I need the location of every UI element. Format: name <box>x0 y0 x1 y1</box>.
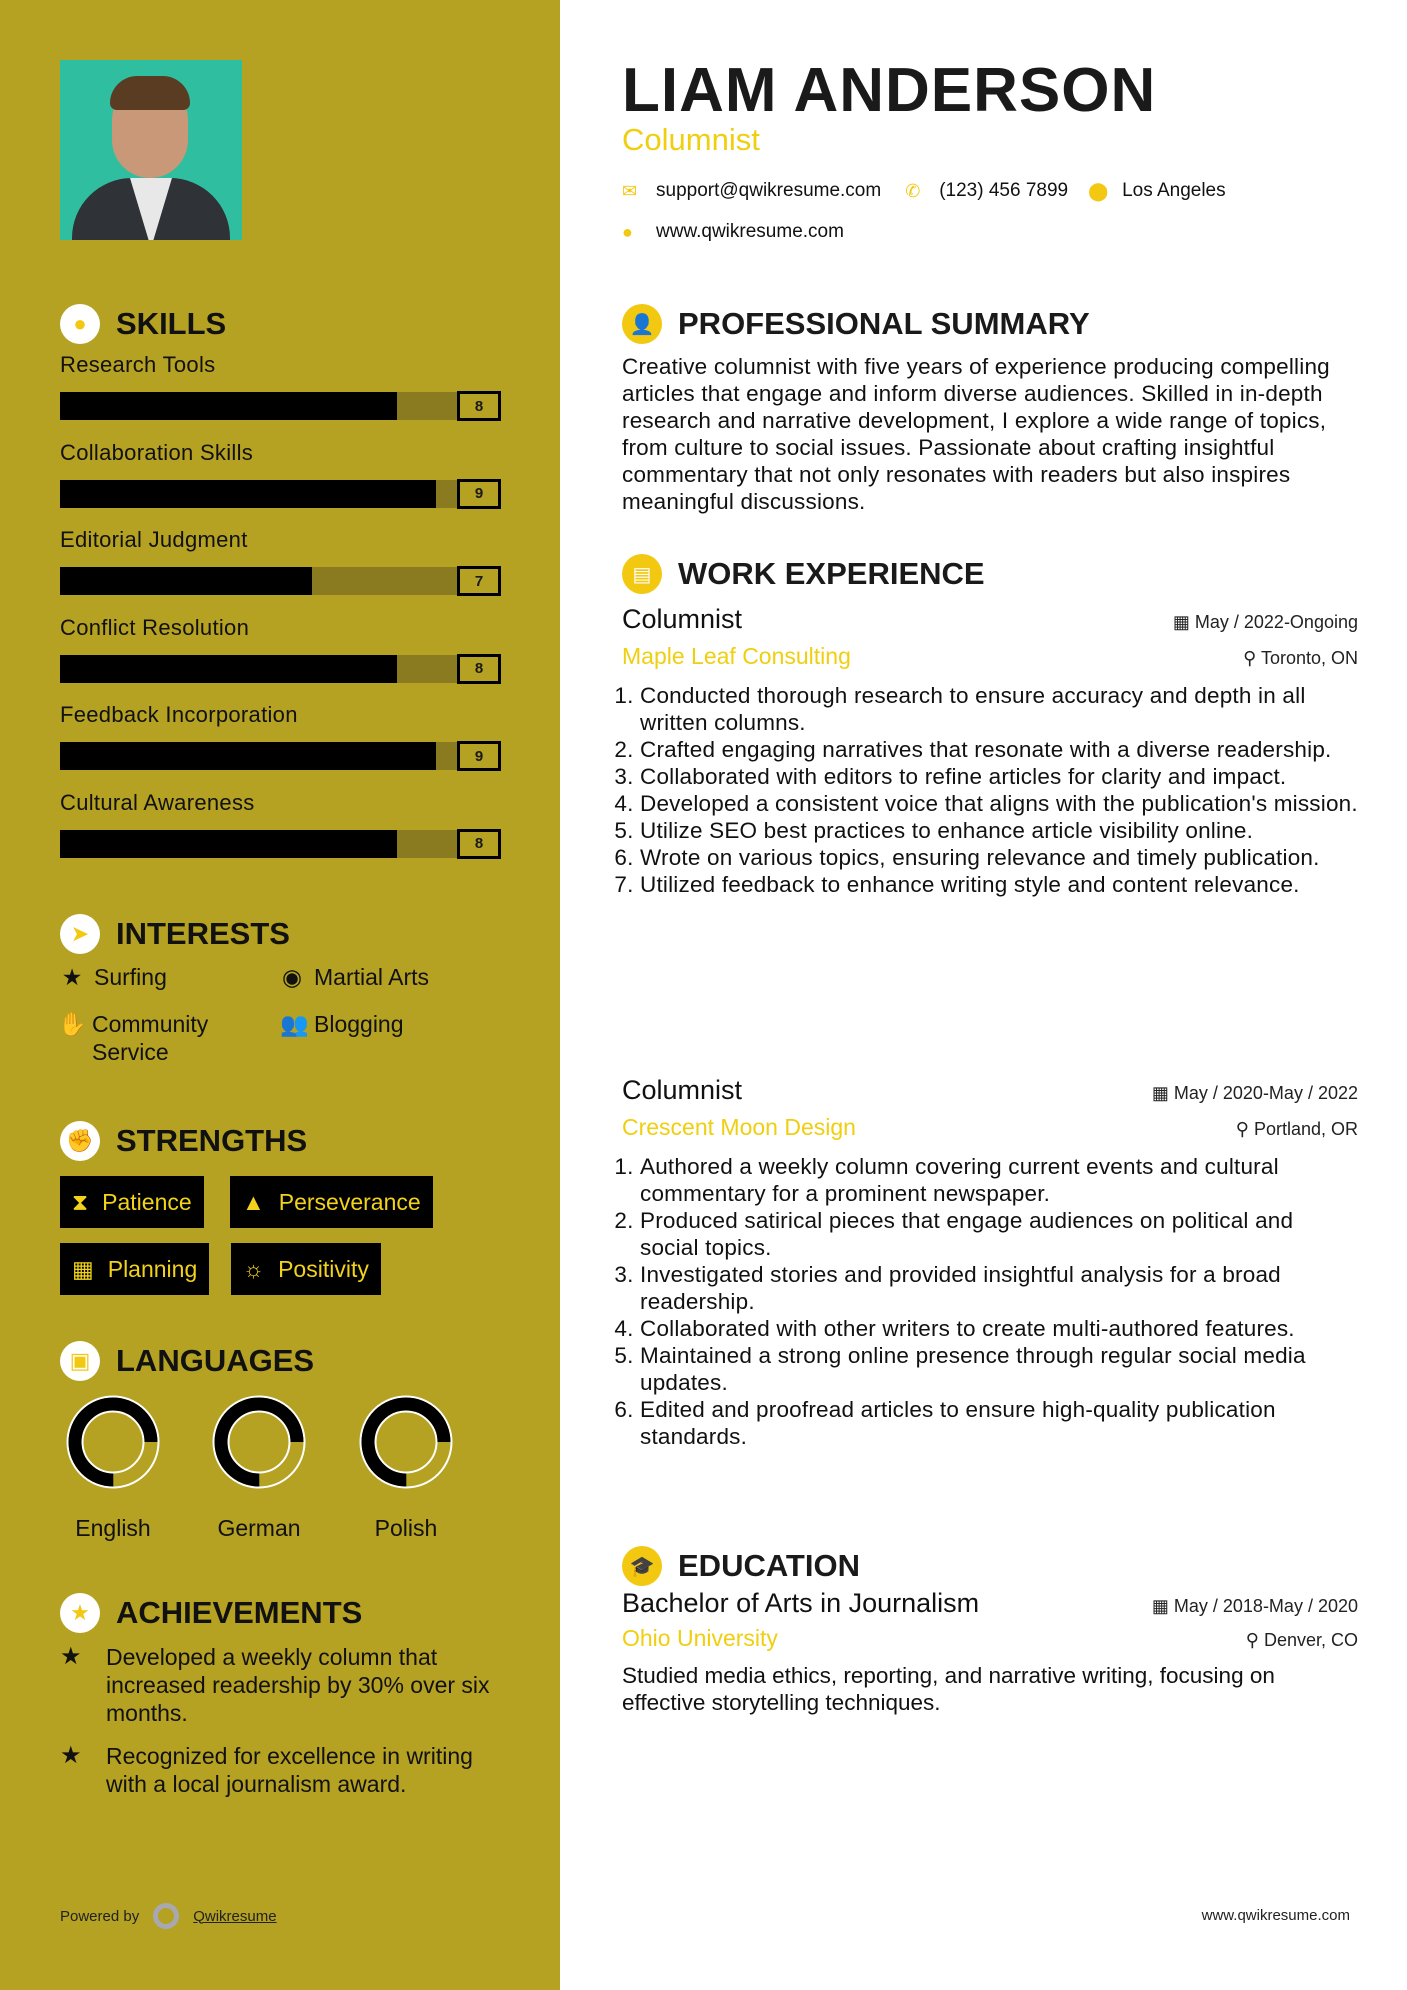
skill-label: Research Tools <box>60 352 216 377</box>
job-location: ⚲ Portland, OR <box>1235 1119 1358 1139</box>
language-donut <box>212 1395 306 1489</box>
language-donut <box>359 1395 453 1489</box>
interest-item: 👥 Blogging <box>280 1011 404 1037</box>
language-label: German <box>217 1515 301 1541</box>
user-icon: 👤 <box>622 304 662 344</box>
job-bullet: 2. Produced satirical pieces that engage audiences on political and social topics. <box>640 1207 1358 1261</box>
skill-item <box>60 352 501 420</box>
skill-score: 8 <box>457 829 501 859</box>
briefcase-icon: ▤ <box>622 554 662 594</box>
degree: Bachelor of Arts in Journalism <box>622 1588 980 1618</box>
calendar-icon: ▦ <box>72 1255 94 1282</box>
shooting-star-icon: ★ <box>60 1643 82 1670</box>
profile-photo <box>60 60 242 240</box>
qwikresume-logo-icon <box>153 1903 179 1929</box>
job-bullet: 2. Crafted engaging narratives that resonate with a diverse readership. <box>640 736 1358 763</box>
interests-heading: ➤ INTERESTS <box>60 914 290 954</box>
fist-icon: ✊ <box>60 1121 100 1161</box>
envelope-icon: ✉ <box>622 180 638 201</box>
hourglass-icon: ⧗ <box>72 1188 89 1215</box>
candidate-name: LIAM ANDERSON <box>622 56 1157 125</box>
skill-label: Editorial Judgment <box>60 527 248 552</box>
education-heading: 🎓 EDUCATION <box>622 1546 860 1586</box>
skill-item <box>60 615 501 683</box>
work-heading: ▤ WORK EXPERIENCE <box>622 554 985 594</box>
globe-icon: ◉ <box>281 964 303 990</box>
job-entry <box>622 604 1358 898</box>
company: Maple Leaf Consulting <box>622 643 851 669</box>
interest-item: ★ Surfing <box>61 964 167 990</box>
skill-bar <box>60 392 501 420</box>
job-bullets <box>622 682 1358 898</box>
phone: (123) 456 7899 <box>939 180 1069 201</box>
skill-item <box>60 527 501 595</box>
powered-by: Powered by Qwikresume <box>60 1903 277 1929</box>
job-bullet: 5. Maintained a strong online presence through regular social media updates. <box>640 1342 1358 1396</box>
job-bullet: 6. Wrote on various topics, ensuring relevance and timely publication. <box>640 844 1358 871</box>
education-entry <box>622 1588 1358 1716</box>
skill-score: 7 <box>457 566 501 596</box>
users-icon: 👥 <box>280 1011 309 1037</box>
education-location: ⚲ Denver, CO <box>1245 1630 1358 1650</box>
calendar-icon: ▦ <box>1151 1596 1174 1616</box>
skill-item <box>60 790 501 858</box>
skill-item <box>60 702 501 770</box>
map-pin-icon: ⬤ <box>1088 180 1109 201</box>
shooting-star-icon: ★ <box>60 1742 82 1769</box>
pin-icon: ⚲ <box>1245 1630 1264 1650</box>
strength-tag: ⧗ Patience <box>60 1176 204 1228</box>
summary-text: Creative columnist with five years of experience producing compelling articles that engage and inform diverse audiences. Skilled in in-depth research and narrative development, I explore a wide range of topics, from culture to social issues. Passionate about crafting insightful commentary that not only resonates with readers but also inspires meaningful discussions. <box>622 354 1330 514</box>
star-icon: ★ <box>61 964 83 990</box>
skill-bar <box>60 480 501 508</box>
qwikresume-link[interactable]: Qwikresume <box>193 1907 277 1925</box>
company: Crescent Moon Design <box>622 1114 856 1140</box>
footer-website[interactable]: www.qwikresume.com <box>1201 1907 1350 1924</box>
globe-icon: ● <box>622 221 633 242</box>
job-location: ⚲ Toronto, ON <box>1243 648 1358 668</box>
skill-item <box>60 440 501 508</box>
language-label: English <box>75 1515 151 1541</box>
job-bullet: 5. Utilize SEO best practices to enhance article visibility online. <box>640 817 1358 844</box>
school: Ohio University <box>622 1625 778 1651</box>
skill-bar <box>60 567 501 595</box>
skill-label: Feedback Incorporation <box>60 702 298 727</box>
job-bullet: 7. Utilized feedback to enhance writing style and content relevance. <box>640 871 1358 898</box>
job-bullet: 4. Collaborated with other writers to create multi-authored features. <box>640 1315 1358 1342</box>
skill-bar-fill <box>60 480 436 508</box>
job-date: ▦ May / 2020-May / 2022 <box>1151 1083 1358 1103</box>
languages-heading: ▣ LANGUAGES <box>60 1341 314 1381</box>
calendar-icon: ▦ <box>1172 612 1195 632</box>
skill-score: 8 <box>457 391 501 421</box>
skill-score: 9 <box>457 479 501 509</box>
job-bullet: 4. Developed a consistent voice that aligns with the publication's mission. <box>640 790 1358 817</box>
hand-icon: ✋ <box>58 1011 87 1037</box>
location: Los Angeles <box>1122 180 1226 201</box>
skill-bar-fill <box>60 830 397 858</box>
skill-score: 8 <box>457 654 501 684</box>
achievement-item: ★ Developed a weekly column that increased readership by 30% over six months. <box>60 1643 490 1726</box>
pin-icon: ⚲ <box>1235 1119 1254 1139</box>
skill-bar-fill <box>60 655 397 683</box>
achievements-heading: ★ ACHIEVEMENTS <box>60 1593 362 1633</box>
sun-icon: ☼ <box>243 1255 265 1282</box>
lightbulb-icon: ● <box>60 304 100 344</box>
contact-row <box>622 180 1226 202</box>
job-bullet: 1. Conducted thorough research to ensure accuracy and depth in all written columns. <box>640 682 1358 736</box>
skills-heading: ● SKILLS <box>60 304 226 344</box>
job-bullet: 3. Collaborated with editors to refine articles for clarity and impact. <box>640 763 1358 790</box>
job-bullet: 1. Authored a weekly column covering current events and cultural commentary for a prominent newspaper. <box>640 1153 1358 1207</box>
language-label: Polish <box>374 1515 438 1541</box>
calendar-icon: ▦ <box>1151 1083 1174 1103</box>
strength-tag: ☼ Positivity <box>231 1243 381 1295</box>
education-date: ▦ May / 2018-May / 2020 <box>1151 1596 1358 1616</box>
website[interactable]: www.qwikresume.com <box>656 221 844 242</box>
strengths-heading: ✊ STRENGTHS <box>60 1121 307 1161</box>
language-donut <box>66 1395 160 1489</box>
pin-icon: ⚲ <box>1243 648 1261 668</box>
road-icon: ▲ <box>242 1188 265 1215</box>
email[interactable]: support@qwikresume.com <box>656 180 882 201</box>
skill-label: Collaboration Skills <box>60 439 254 465</box>
education-text: Studied media ethics, reporting, and narrative writing, focusing on effective storytelling techniques. <box>622 1663 1275 1715</box>
id-card-icon: ▣ <box>60 1341 100 1381</box>
job-bullets <box>622 1153 1358 1450</box>
skill-bar-fill <box>60 567 312 595</box>
skill-bar <box>60 742 501 770</box>
skill-bar <box>60 655 501 683</box>
strength-tag: ▲ Perseverance <box>230 1176 433 1228</box>
sidebar <box>0 0 560 1990</box>
job-title: Columnist <box>622 1075 743 1105</box>
graduate-icon: 🎓 <box>622 1546 662 1586</box>
skill-bar-fill <box>60 392 397 420</box>
interest-item: ✋ Community Service <box>58 1011 209 1065</box>
phone-icon: ✆ <box>905 180 921 201</box>
job-entry <box>622 1075 1358 1450</box>
website-row <box>622 221 844 243</box>
interest-item: ◉ Martial Arts <box>281 964 430 990</box>
paper-plane-icon: ➤ <box>60 914 100 954</box>
skill-label: Conflict Resolution <box>60 614 250 640</box>
job-bullet: 3. Investigated stories and provided insightful analysis for a broad readership. <box>640 1261 1358 1315</box>
star-badge-icon: ★ <box>60 1593 100 1633</box>
skill-bar-fill <box>60 742 436 770</box>
summary-heading: 👤 PROFESSIONAL SUMMARY <box>622 304 1090 344</box>
skill-score: 9 <box>457 741 501 771</box>
achievement-item: ★ Recognized for excellence in writing with a local journalism award. <box>60 1742 473 1797</box>
skill-label: Cultural Awareness <box>60 789 255 815</box>
job-title: Columnist <box>622 604 743 634</box>
candidate-role: Columnist <box>622 122 760 157</box>
job-date: ▦ May / 2022-Ongoing <box>1172 612 1358 632</box>
strength-tag: ▦ Planning <box>60 1243 209 1295</box>
skill-bar <box>60 830 501 858</box>
job-bullet: 6. Edited and proofread articles to ensure high-quality publication standards. <box>640 1396 1358 1450</box>
